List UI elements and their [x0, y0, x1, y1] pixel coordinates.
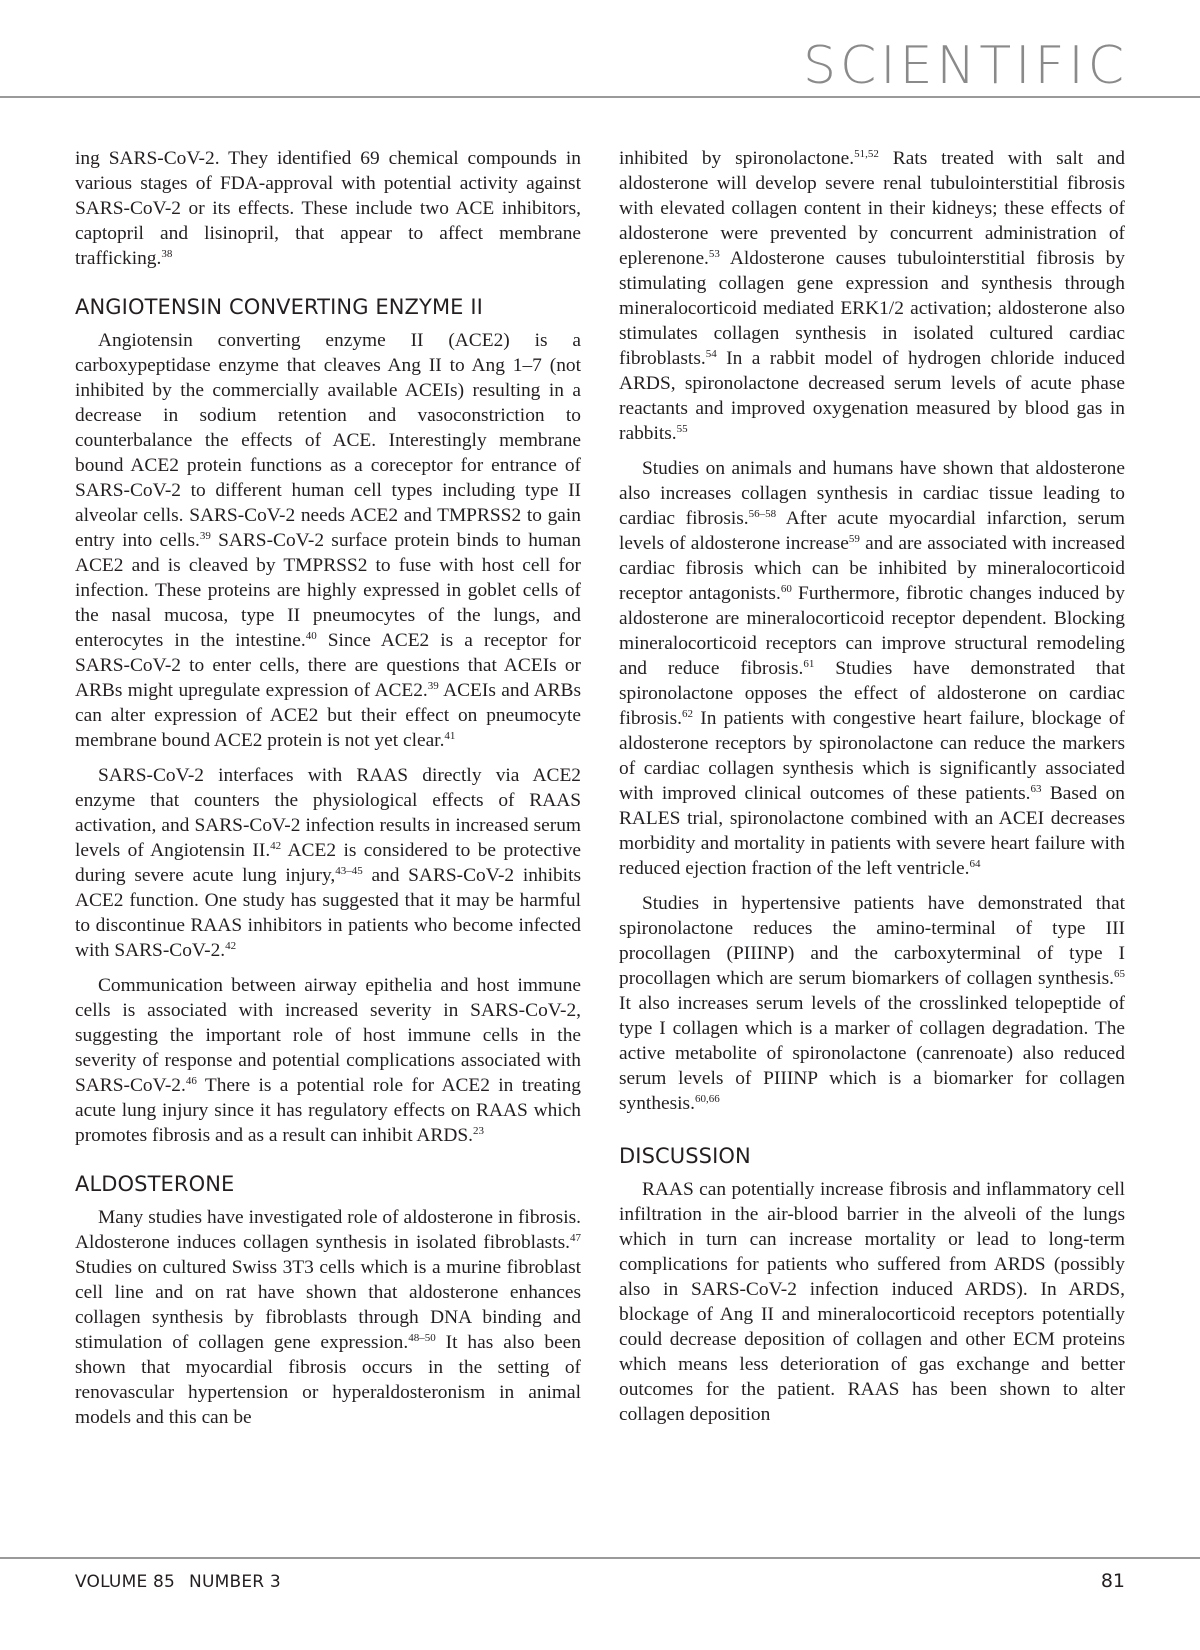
citation-ref: 64: [969, 858, 981, 870]
citation-ref: 42: [225, 940, 237, 952]
section-heading-aldosterone: ALDOSTERONE: [75, 1172, 235, 1196]
citation-ref: 38: [161, 248, 173, 260]
citation-ref: 65: [1114, 968, 1125, 980]
left-column: [75, 146, 581, 1440]
paragraph: Studies in hypertensive patients have demonstrated that spironolactone reduces the amino-terminal of type III procollagen (PIIINP) and the carboxyterminal of type I procollagen which are serum biomarkers of collagen synthesis.$^{65}$ It also increases serum levels of the crosslinked telopeptide of type I collagen which is a marker of collagen degradation. The active metabolite of spironolactone (canrenoate) also reduced serum levels of PIIINP which is a biomarker for collagen synthesis.$^{60,66}$: [619, 893, 1125, 1114]
paragraph: inhibited by spironolactone.$^{51,52}$ Rats treated with salt and aldosterone will develop severe renal tubulointerstitial fibrosis with elevated collagen content in their kidneys; these effects of aldosterone were prevented by concurrent administration of eplerenone.$^{53}$ Aldosterone causes tubulointerstitial fibrosis by stimulating collagen gene expression and synthesis through mineralocorticoid mediated ERK1/2 activation; aldosterone also stimulates collagen synthesis in isolated cultured cardiac fibroblasts.$^{54}$ In a rabbit model of hydrogen chloride induced ARDS, spironolactone decreased serum levels of acute phase reactants and improved oxygenation measured by blood gas in rabbits.$^{55}$: [619, 148, 1126, 444]
paragraph: Angiotensin converting enzyme II (ACE2) is a carboxypeptidase enzyme that cleaves Ang II to Ang 1–7 (not inhibited by the commercially available ACEIs) resulting in a decrease in sodium retention and vasoconstriction to counterbalance the effects of ACE. Interestingly membrane bound ACE2 protein functions as a coreceptor for entrance of SARS-CoV-2 to different human cell types including type II alveolar cells. SARS-CoV-2 needs ACE2 and TMPRSS2 to gain entry into cells.$^{39}$ SARS-CoV-2 surface protein binds to human ACE2 and is cleaved by TMPRSS2 to fuse with host cell for infection. These proteins are highly expressed in goblet cells of the nasal mucosa, type II pneumocytes of the lungs, and enterocytes in the intestine.$^{40}$ Since ACE2 is a receptor for SARS-CoV-2 to enter cells, there are questions that ACEIs or ARBs might upregulate expression of ACE2.39 ACEIs and ARBs can alter expression of ACE2 but their effect on pneumocyte membrane bound ACE2 protein is not yet clear.$^{41}$: [75, 330, 582, 751]
right-column: [619, 146, 1125, 1437]
citation-ref: 41: [444, 730, 456, 742]
paragraph: RAAS can potentially increase fibrosis and inflammatory cell infiltration in the air-blood barrier in the alveoli of the lungs which in turn can increase mortality or lead to long-term complications for patients who suffered from ARDS (possibly also in SARS-CoV-2 infection induced ARDS). In ARDS, blockage of Ang II and mineralocorticoid receptors potentially could decrease deposition of collagen and other ECM proteins which means less deterioration of gas exchange and better outcomes for the patient. RAAS has been shown to alter collagen deposition: [619, 1179, 1125, 1425]
citation-ref: 54: [705, 348, 717, 360]
footer-divider: [0, 1557, 1200, 1559]
citation-ref: 63: [1030, 783, 1042, 795]
citation-ref: 46: [185, 1075, 197, 1087]
header-divider: [0, 96, 1200, 98]
citation-ref: 60: [780, 583, 792, 595]
journal-issue: [75, 1572, 281, 1592]
citation-ref: 53: [708, 248, 720, 260]
citation-ref: 62: [682, 708, 694, 720]
citation-ref: 51,52: [854, 148, 879, 160]
citation-ref: 61: [803, 658, 815, 670]
paragraph: Communication between airway epithelia and host immune cells is associated with increased severity in SARS-CoV-2, suggesting the important role of host immune cells in the severity of response and potential complications associated with SARS-CoV-2.46 There is a potential role for ACE2 in treating acute lung injury since it has regulatory effects on RAAS which promotes fibrosis and as a result can inhibit ARDS.$^{23}$: [75, 975, 581, 1146]
citation-ref: 40: [305, 630, 317, 642]
paragraph: Many studies have investigated role of aldosterone in fibrosis. Aldosterone induces collagen synthesis in isolated fibroblasts.$^{47}$ Studies on cultured Swiss 3T3 cells which is a murine fibroblast cell line and on rat have shown that aldosterone enhances collagen synthesis by fibroblasts through DNA binding and stimulation of collagen gene expression.$^{48-50}$ It has also been shown that myocardial fibrosis occurs in the setting of renovascular hypertension or hyperaldosteronism in animal models and this can be: [75, 1207, 581, 1428]
citation-ref: 60,66: [694, 1093, 720, 1105]
citation-ref: 48–50: [408, 1332, 436, 1344]
citation-ref: 23: [473, 1125, 484, 1137]
volume-label: VOLUME 85: [75, 1572, 176, 1592]
citation-ref: 42: [270, 840, 282, 852]
citation-ref: 39: [427, 680, 439, 692]
citation-ref: 39: [199, 530, 211, 542]
citation-ref: 55: [676, 423, 688, 435]
number-label: NUMBER 3: [189, 1572, 281, 1592]
paragraph: Studies on animals and humans have shown that aldosterone also increases collagen synthesis in cardiac tissue leading to cardiac fibrosis.$^{56-58}$ After acute myocardial infarction, serum levels of aldosterone increase$^{59}$ and are associated with increased cardiac fibrosis which can be inhibited by mineralocorticoid receptor antagonists.$^{60}$ Furthermore, fibrotic changes induced by aldosterone are mineralocorticoid receptor dependent. Blocking mineralocorticoid receptors can improve structural remodeling and reduce fibrosis.$^{61}$ Studies have demonstrated that spironolactone opposes the effect of aldosterone on cardiac fibrosis.$^{62}$ In patients with congestive heart failure, blockage of aldosterone receptors by spironolactone can reduce the markers of cardiac collagen synthesis which is significantly associated with improved clinical outcomes of these patients.$^{63}$ Based on RALES trial, spironolactone combined with an ACEI decreases morbidity and mortality in patients with severe heart failure with reduced ejection fraction of the left ventricle.$^{64}$: [619, 458, 1125, 879]
citation-ref: 43–45: [335, 865, 363, 877]
citation-ref: 56–58: [748, 508, 777, 520]
paragraph: ing SARS-CoV-2. They identified 69 chemical compounds in various stages of FDA-approval with potential activity against SARS-CoV-2 or its effects. These include two ACE inhibitors, captopril and lisinopril, that appear to affect membrane trafficking.$^{38}$: [75, 148, 581, 269]
page-number: 81: [1100, 1570, 1125, 1592]
section-header: SCIENTIFIC: [802, 36, 1128, 96]
citation-ref: 47: [570, 1232, 581, 1244]
paragraph: SARS-CoV-2 interfaces with RAAS directly via ACE2 enzyme that counters the physiological effects of RAAS activation, and SARS-CoV-2 infection results in increased serum levels of Angiotensin II.$^{42}$ ACE2 is considered to be protective during severe acute lung injury,$^{43-45}$ and SARS-CoV-2 inhibits ACE2 function. One study has suggested that it may be harmful to discontinue RAAS inhibitors in patients who become infected with SARS-CoV-2.42: [75, 765, 582, 961]
section-heading-ace2: ANGIOTENSIN CONVERTING ENZYME II: [75, 295, 483, 319]
citation-ref: 59: [848, 533, 860, 545]
section-heading-discussion: DISCUSSION: [619, 1144, 751, 1168]
